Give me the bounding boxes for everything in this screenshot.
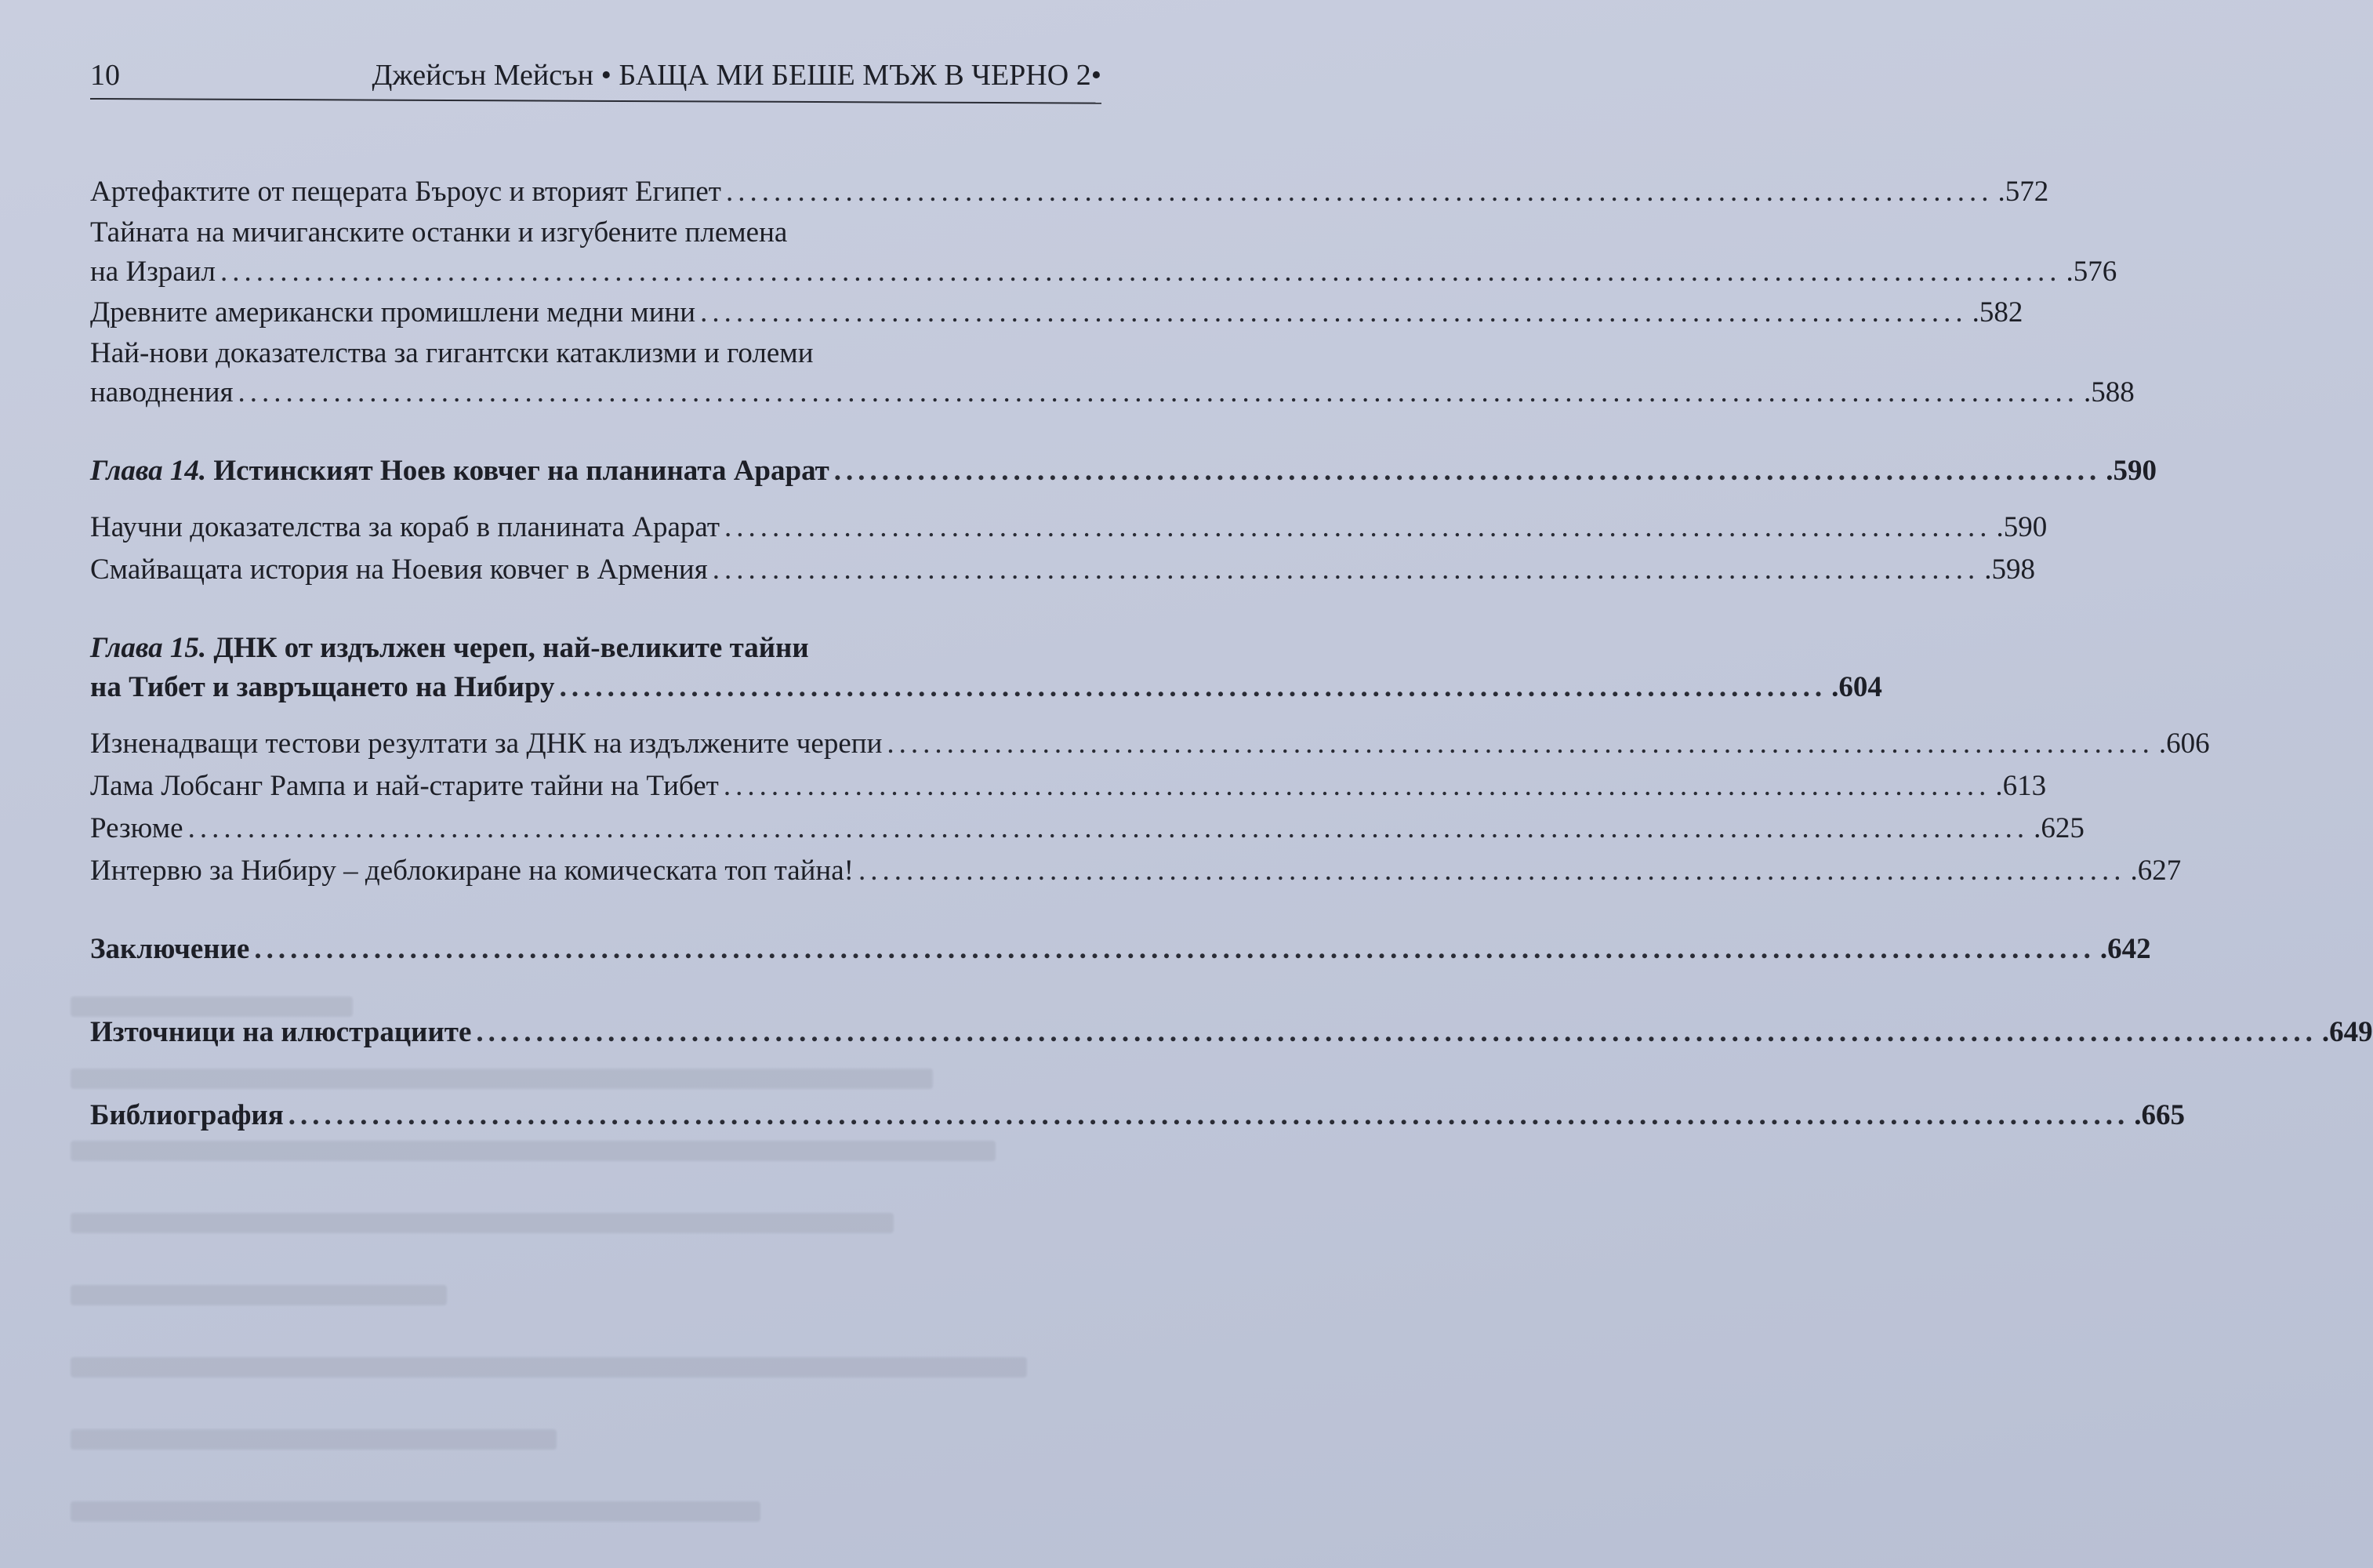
leader-dots: .......................................................................................................... (723, 770, 1991, 802)
toc-entry-page: .576 (2066, 256, 2117, 288)
table-of-contents (90, 172, 2373, 1135)
toc-entry-page: .572 (1997, 176, 2049, 208)
toc-entry-page: .649 (2321, 1016, 2373, 1048)
toc-entry-title: Източници на илюстрациите (90, 1016, 472, 1048)
toc-entry-title: Древните американски промишлени медни мини (90, 296, 696, 328)
chapter-title: Истинският Ноев ковчег на планината Арарат (213, 455, 829, 487)
page-number: 10 (90, 59, 120, 92)
toc-entry (90, 213, 2117, 292)
toc-entry-title-continued: наводнения (90, 376, 234, 408)
leader-dots: .......................................................................................................................................................... (238, 376, 2080, 408)
toc-entry (90, 550, 2035, 590)
toc-chapter-entry (90, 629, 1882, 707)
leader-dots: .......................................................................................................................................................... (254, 933, 2095, 965)
toc-entry-page: .590 (2106, 455, 2157, 487)
leader-dots: .......................................................................................................... (858, 855, 2126, 887)
toc-section-entry (90, 1096, 2186, 1135)
toc-entry-title: Артефактите от пещерата Бъроус и вторият Египет (90, 176, 721, 208)
leader-dots: .......................................................................................................... (725, 176, 1994, 208)
toc-entry-title: Заключение (90, 933, 250, 965)
toc-entry-page: .598 (1984, 554, 2035, 586)
toc-entry-title: Изненадващи тестови резултати за ДНК на издължените черепи (90, 728, 883, 760)
toc-entry-title: Смайващата история на Ноевия ковчег в Армения (90, 554, 708, 586)
toc-entry (90, 724, 2210, 764)
chapter-title-continued: на Тибет и завръщането на Нибиру (90, 671, 555, 703)
leader-dots: .......................................................................................................................................................... (187, 812, 2030, 844)
toc-entry (90, 767, 2047, 806)
toc-entry-page: .665 (2134, 1099, 2186, 1131)
toc-entry-page: .604 (1831, 671, 1882, 703)
toc-entry-page: .588 (2084, 376, 2135, 408)
leader-dots: .......................................................................................................... (724, 511, 1992, 543)
toc-entry (90, 172, 2049, 212)
running-title: Джейсън Мейсън • БАЩА МИ БЕШЕ МЪЖ В ЧЕРНО 2• (372, 59, 1101, 92)
leader-dots: .......................................................................................................................................................... (220, 256, 2062, 288)
chapter-label: Глава 15. (90, 632, 207, 664)
toc-chapter-entry (90, 452, 2157, 491)
header-rule (90, 98, 1101, 104)
page-header (90, 55, 1101, 94)
toc-entry-title: Резюме (90, 812, 183, 844)
toc-entry-title: Най-нови доказателства за гигантски катаклизми и големи (90, 337, 814, 369)
toc-entry-title: Лама Лобсанг Рампа и най-старите тайни на Тибет (90, 770, 719, 802)
leader-dots: .......................................................................................................... (700, 296, 1968, 328)
toc-section-entry (90, 930, 2151, 969)
leader-dots: .......................................................................................................... (887, 728, 2154, 760)
toc-entry-title: Научни доказателства за кораб в планината Арарат (90, 511, 720, 543)
toc-entry-title: Библиография (90, 1099, 284, 1131)
leader-dots: .......................................................................................................... (712, 554, 1980, 586)
toc-entry-title: Интервю за Нибиру – деблокиране на комическата топ тайна! (90, 855, 854, 887)
leader-dots: .......................................................................................................................................................... (288, 1099, 2130, 1131)
toc-entry-page: .582 (1972, 296, 2023, 328)
chapter-label: Глава 14. (90, 455, 207, 487)
toc-entry (90, 809, 2085, 848)
chapter-title: ДНК от издължен череп, най-великите тайни (213, 632, 809, 664)
toc-entry (90, 293, 2023, 332)
toc-entry-page: .613 (1995, 770, 2047, 802)
toc-entry (90, 334, 2135, 412)
toc-entry-page: .590 (1996, 511, 2048, 543)
toc-entry-page: .627 (2130, 855, 2182, 887)
toc-entry-title-continued: на Израил (90, 256, 216, 288)
leader-dots: .......................................................................................................................................................... (476, 1016, 2317, 1048)
toc-entry (90, 851, 2182, 891)
toc-entry-page: .642 (2099, 933, 2151, 965)
leader-dots: .......................................................................................................... (833, 455, 2102, 487)
toc-entry-page: .606 (2158, 728, 2210, 760)
toc-section-entry (90, 1013, 2373, 1052)
toc-entry (90, 508, 2048, 547)
toc-entry-page: .625 (2034, 812, 2085, 844)
toc-entry-title: Тайната на мичиганските останки и изгубените племена (90, 216, 788, 249)
leader-dots: .......................................................................................................... (559, 671, 1827, 703)
